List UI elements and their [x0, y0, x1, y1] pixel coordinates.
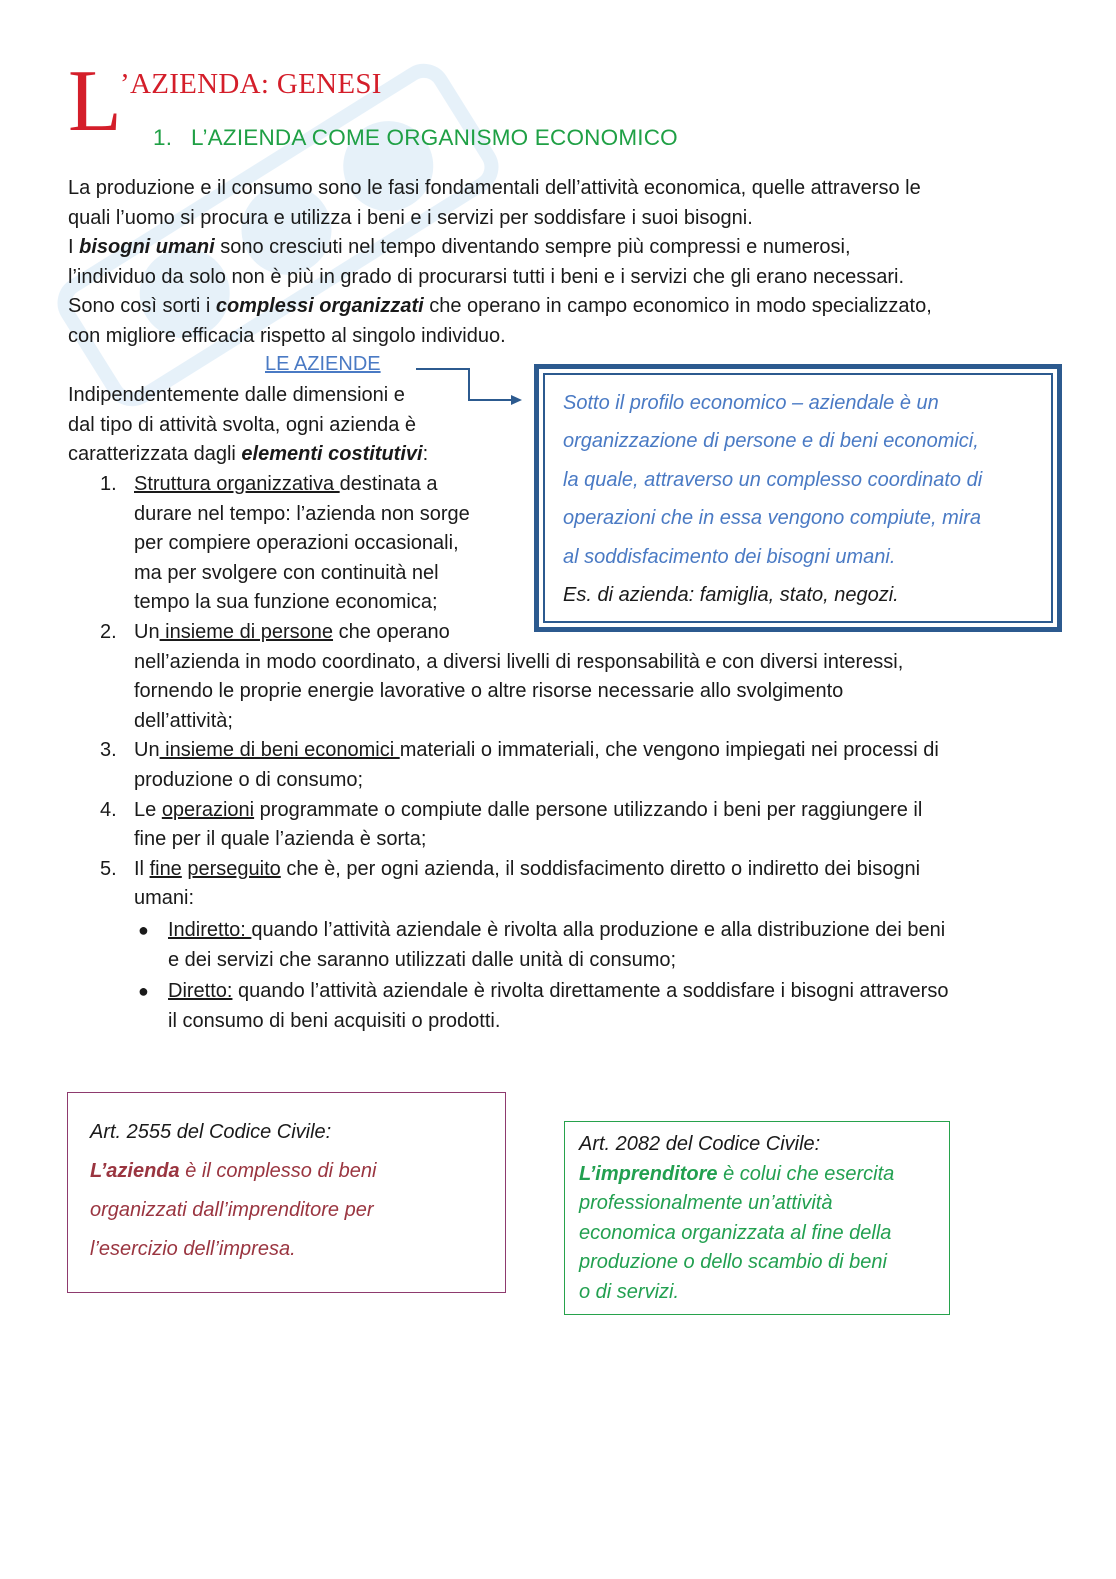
art-line: produzione o dello scambio di beni [579, 1251, 887, 1274]
list-line: fornendo le proprie energie lavorative o altre risorse necessarie allo svolgimento [134, 680, 844, 703]
list-line [134, 855, 1068, 885]
definition-line: al soddisfacimento dei bisogni umani. [563, 545, 896, 568]
list-item [68, 618, 1068, 736]
elements-list [68, 470, 1068, 1036]
underlined-term: Indiretto: [168, 918, 252, 941]
bold-term: L’imprenditore [579, 1162, 718, 1185]
text-span: materiali o immateriali, che vengono impiegati nei processi di [399, 739, 939, 762]
text-span: Un [134, 739, 160, 762]
art-line: l’esercizio dell’impresa. [90, 1238, 296, 1260]
art-2555-text [90, 1113, 376, 1269]
list-line: dell’attività; [134, 709, 233, 732]
definition-line: organizzazione di persone e di beni economici, [563, 430, 979, 453]
list-line: e dei servizi che saranno utilizzati dalle unità di consumo; [168, 948, 677, 971]
art-line [90, 1152, 376, 1191]
definition-line: operazioni che in essa vengono compiute, mira [563, 507, 982, 530]
art-line: organizzati dall’imprenditore per [90, 1199, 374, 1221]
list-line: produzione o di consumo; [134, 768, 364, 791]
list-line: durare nel tempo: l’azienda non sorge [134, 502, 470, 525]
definition-line: la quale, attraverso un complesso coordinato di [563, 468, 983, 491]
underlined-term: insieme di beni economici [159, 739, 400, 762]
section-heading [153, 125, 678, 151]
text-span: quando l’attività aziendale è rivolta direttamente a soddisfare i bisogni attraverso [232, 980, 949, 1003]
underlined-term: operazioni [161, 798, 255, 821]
intro-line: La produzione e il consumo sono le fasi fondamentali dell’attività economica, quelle attraverso le [68, 177, 921, 199]
art-line: o di servizi. [579, 1280, 680, 1303]
le-aziende-link[interactable]: LE AZIENDE [265, 353, 381, 375]
text-span: che operano in campo economico in modo specializzato, [423, 295, 932, 318]
intro-line: quali l’uomo si procura e utilizza i beni e i servizi per soddisfare i suoi bisogni. [68, 206, 753, 229]
list-line [134, 470, 1068, 500]
list-line: fine per il quale l’azienda è sorta; [134, 828, 427, 851]
art-2082-text [579, 1130, 894, 1308]
section-number: 1. [153, 125, 173, 150]
list-number: 2. [100, 620, 117, 643]
art-line: professionalmente un’attività [579, 1192, 833, 1215]
art-2082-box [564, 1121, 950, 1315]
list-line [134, 618, 1068, 648]
elements-intro [68, 381, 428, 470]
text-span: è il complesso di beni [179, 1160, 377, 1182]
title-dropcap: L [68, 53, 122, 150]
text-span: che è, per ogni azienda, il soddisfacimento diretto o indiretto dei bisogni [280, 857, 921, 880]
text-span: sono cresciuti nel tempo diventando sempre più compressi e numerosi, [214, 236, 851, 259]
art-2555-box [67, 1092, 506, 1293]
text-line: Indipendentemente dalle dimensioni e [68, 384, 405, 406]
definition-example: Es. di azienda: famiglia, stato, negozi. [563, 584, 899, 607]
list-line [168, 977, 1068, 1007]
intro-line: l’individuo da solo non è più in grado di procurarsi tutti i beni e i servizi che gli erano necessari. [68, 265, 905, 288]
list-line: tempo la sua funzione economica; [134, 591, 438, 614]
bullet-item [68, 977, 1068, 1036]
text-span: programmate o compiute dalle persone utilizzando i beni per raggiungere il [254, 798, 923, 821]
text-line: dal tipo di attività svolta, ogni azienda è [68, 413, 416, 436]
text-span: destinata a [339, 473, 438, 495]
text-span: Il [134, 857, 150, 880]
art-line: economica organizzata al fine della [579, 1221, 892, 1244]
text-span: quando l’attività aziendale è rivolta alla produzione e alla distribuzione dei beni [251, 918, 946, 941]
intro-line [68, 292, 1053, 322]
bullet-icon: ● [138, 981, 149, 1002]
list-item [68, 736, 1068, 795]
intro-line: con migliore efficacia rispetto al singolo individuo. [68, 324, 506, 347]
list-line: nell’azienda in modo coordinato, a diversi livelli di responsabilità e con diversi interessi, [134, 650, 904, 673]
bullet-icon: ● [138, 919, 149, 940]
list-number: 1. [100, 473, 117, 495]
list-number: 4. [100, 798, 117, 821]
text-span: Sono così sorti i [68, 295, 216, 318]
underlined-term: Struttura organizzativa [134, 473, 340, 495]
intro-paragraph [68, 174, 1053, 352]
text-span: I [68, 236, 80, 259]
list-line: per compiere operazioni occasionali, [134, 532, 459, 555]
bold-term: bisogni umani [79, 236, 215, 259]
list-line [134, 796, 1068, 826]
section-title: L’AZIENDA COME ORGANISMO ECONOMICO [191, 125, 678, 150]
text-span: caratterizzata dagli [68, 443, 242, 466]
page-title: ’AZIENDA: GENESI [120, 68, 382, 100]
text-span: Un [134, 620, 160, 643]
arrow-connector [414, 358, 526, 408]
definition-line: Sotto il profilo economico – aziendale è un [563, 392, 939, 414]
text-line [68, 440, 428, 470]
text-span: Le [134, 798, 162, 821]
intro-line [68, 233, 1053, 263]
list-line [134, 736, 1068, 766]
text-span: che operano [333, 620, 450, 643]
text-span: è colui che esercita [717, 1162, 895, 1185]
underlined-term: insieme di persone [159, 620, 334, 643]
art-heading: Art. 2082 del Codice Civile: [579, 1133, 821, 1155]
bold-term: L’azienda [90, 1160, 180, 1182]
list-line: ma per svolgere con continuità nel [134, 561, 439, 584]
art-line [579, 1160, 894, 1190]
list-number: 3. [100, 739, 117, 762]
list-item [68, 796, 1068, 855]
list-item [68, 855, 1068, 914]
bold-term: complessi organizzati [215, 295, 424, 318]
underlined-term: Diretto: [168, 980, 233, 1003]
list-item [68, 470, 1068, 618]
list-line [168, 916, 1068, 946]
bullet-item [68, 916, 1068, 975]
list-number: 5. [100, 857, 117, 880]
text-span: : [422, 443, 429, 466]
underlined-term: perseguito [187, 857, 281, 880]
bold-term: elementi costitutivi [241, 443, 423, 466]
list-line: umani: [134, 887, 195, 910]
underlined-term: fine [149, 857, 182, 880]
art-heading: Art. 2555 del Codice Civile: [90, 1121, 332, 1143]
list-line: il consumo di beni acquisiti o prodotti. [168, 1009, 501, 1032]
